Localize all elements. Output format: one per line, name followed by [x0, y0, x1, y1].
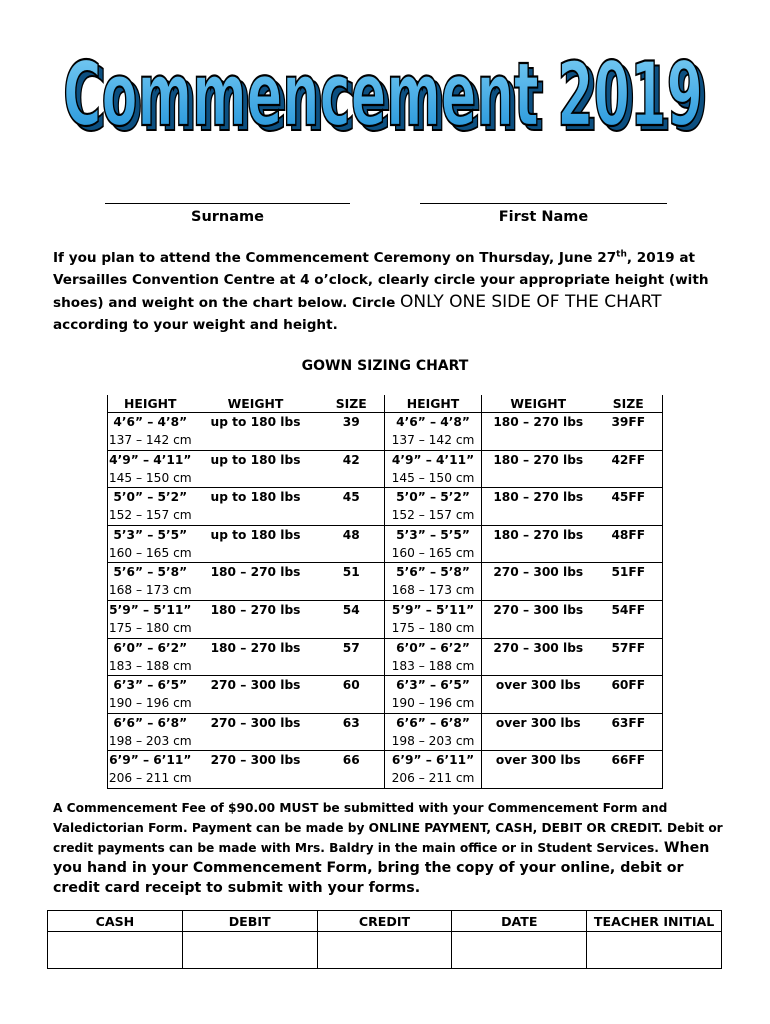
- table-row: [108, 713, 663, 751]
- instructions-part3: according to your weight and height.: [53, 317, 338, 333]
- size-cell-value: 48: [342, 527, 360, 542]
- payment-header-date: DATE: [452, 911, 587, 932]
- height-cm: 168 – 173 cm: [108, 583, 192, 598]
- size-ff-cell-value: 39FF: [611, 415, 646, 429]
- weight-ff-cell[interactable]: [482, 488, 595, 526]
- height-cm: 152 – 157 cm: [108, 508, 192, 523]
- height-cell[interactable]: [108, 413, 193, 451]
- size-cell[interactable]: [319, 638, 385, 676]
- instructions-superscript: th: [616, 249, 627, 260]
- weight-cell[interactable]: [193, 676, 319, 714]
- header-height: HEIGHT: [108, 395, 193, 413]
- weight-ff-cell[interactable]: [482, 450, 595, 488]
- height-ff-cell[interactable]: [385, 713, 482, 751]
- height-cm: 145 – 150 cm: [391, 470, 475, 485]
- height-feet: 5’0” – 5’2”: [396, 490, 470, 505]
- size-cell-value: 57: [342, 640, 360, 655]
- height-cm: 198 – 203 cm: [108, 733, 192, 748]
- weight-cell[interactable]: [193, 450, 319, 488]
- fee-text-part1: A Commencement Fee of $90.00 MUST be submitted with your Commencement Form and Valedictorian Form. Payment can be made by ONLINE PAYMENT, CASH, DEBIT OR CREDIT. Debit or credit payments can be made with Mrs. Baldry in the main office or in Student Services.: [53, 801, 723, 855]
- table-row: [108, 563, 663, 601]
- height-cm: 160 – 165 cm: [108, 545, 192, 560]
- size-cell-value: 54: [342, 602, 360, 617]
- height-feet: 5’3” – 5’5”: [113, 527, 188, 542]
- weight-ff-cell-value: 180 – 270 lbs: [493, 490, 584, 505]
- table-row: [108, 413, 663, 451]
- payment-header-debit: DEBIT: [182, 911, 317, 932]
- weight-ff-cell-value: 270 – 300 lbs: [493, 640, 584, 655]
- firstname-label: First Name: [498, 209, 589, 225]
- weight-ff-cell-value: over 300 lbs: [495, 678, 581, 693]
- height-feet: 6’3” – 6’5”: [113, 678, 188, 693]
- size-cell[interactable]: [319, 525, 385, 563]
- size-ff-cell[interactable]: [595, 563, 663, 601]
- height-cm: 198 – 203 cm: [391, 733, 475, 748]
- height-cell[interactable]: [108, 525, 193, 563]
- height-cell[interactable]: [108, 563, 193, 601]
- height-cm: 206 – 211 cm: [108, 771, 192, 786]
- table-row: [108, 751, 663, 789]
- page-title: [50, 30, 720, 180]
- size-ff-cell[interactable]: [595, 713, 663, 751]
- height-ff-cell[interactable]: [385, 563, 482, 601]
- size-cell[interactable]: [319, 450, 385, 488]
- height-feet: 6’6” – 6’8”: [396, 715, 470, 730]
- height-feet: 6’9” – 6’11”: [109, 753, 192, 768]
- table-row: [108, 600, 663, 638]
- size-ff-cell[interactable]: [595, 488, 663, 526]
- size-cell[interactable]: [319, 488, 385, 526]
- payment-header-cash: CASH: [48, 911, 183, 932]
- size-ff-cell[interactable]: [595, 600, 663, 638]
- height-feet: 5’0” – 5’2”: [113, 490, 188, 505]
- height-cm: 190 – 196 cm: [391, 696, 475, 711]
- credit-entry-cell[interactable]: [317, 932, 452, 969]
- weight-ff-cell-value: over 300 lbs: [495, 715, 581, 730]
- height-cm: 183 – 188 cm: [391, 658, 475, 673]
- weight-ff-cell-value: 270 – 300 lbs: [493, 565, 584, 580]
- instructions-emphasis: ONLY ONE SIDE OF THE CHART: [400, 292, 662, 312]
- table-row: [108, 638, 663, 676]
- title-graphic: [50, 30, 720, 180]
- weight-cell[interactable]: [193, 713, 319, 751]
- weight-ff-cell[interactable]: [482, 713, 595, 751]
- height-cell[interactable]: [108, 713, 193, 751]
- height-feet: 4’6” – 4’8”: [396, 415, 470, 429]
- size-ff-cell[interactable]: [595, 413, 663, 451]
- height-feet: 5’9” – 5’11”: [391, 602, 475, 617]
- height-cm: 206 – 211 cm: [391, 771, 475, 786]
- table-row: [108, 488, 663, 526]
- debit-entry-cell[interactable]: [182, 932, 317, 969]
- weight-cell[interactable]: [193, 413, 319, 451]
- weight-cell[interactable]: [193, 563, 319, 601]
- fee-text-part2: When you hand in your Commencement Form, bring the copy of your online, debit or credit card receipt to submit with your forms.: [53, 840, 710, 896]
- height-feet: 6’0” – 6’2”: [113, 640, 188, 655]
- weight-ff-cell[interactable]: [482, 525, 595, 563]
- size-ff-cell-value: 57FF: [611, 640, 646, 655]
- weight-ff-cell-value: over 300 lbs: [495, 753, 581, 768]
- size-ff-cell-value: 48FF: [611, 527, 646, 542]
- weight-cell-value: 180 – 270 lbs: [210, 565, 301, 580]
- payment-header-row: [48, 911, 722, 932]
- gown-table-body: [108, 413, 663, 789]
- instructions-part1: If you plan to attend the Commencement Ceremony on Thursday, June 27: [53, 250, 617, 266]
- height-cm: 175 – 180 cm: [108, 620, 192, 635]
- height-cell[interactable]: [108, 676, 193, 714]
- weight-cell[interactable]: [193, 525, 319, 563]
- height-feet: 4’6” – 4’8”: [113, 415, 188, 429]
- header-size-ff: SIZE: [595, 395, 663, 413]
- height-feet: 6’9” – 6’11”: [391, 753, 475, 768]
- weight-cell-value: up to 180 lbs: [210, 452, 301, 467]
- size-ff-cell-value: 51FF: [611, 565, 646, 580]
- surname-field-line[interactable]: [105, 203, 350, 204]
- weight-cell-value: up to 180 lbs: [210, 490, 301, 505]
- weight-cell-value: 270 – 300 lbs: [210, 715, 301, 730]
- table-header-row: [108, 395, 663, 413]
- teacher-initial-entry-cell[interactable]: [587, 932, 722, 969]
- weight-cell-value: up to 180 lbs: [210, 415, 301, 429]
- weight-ff-cell-value: 180 – 270 lbs: [493, 527, 584, 542]
- weight-ff-cell[interactable]: [482, 638, 595, 676]
- size-cell[interactable]: [319, 751, 385, 789]
- instructions-paragraph: [53, 247, 723, 336]
- size-ff-cell-value: 60FF: [611, 678, 646, 693]
- height-cm: 137 – 142 cm: [108, 433, 192, 447]
- size-ff-cell[interactable]: [595, 751, 663, 789]
- height-ff-cell[interactable]: [385, 525, 482, 563]
- height-cell[interactable]: [108, 488, 193, 526]
- weight-ff-cell[interactable]: [482, 600, 595, 638]
- height-cm: 168 – 173 cm: [391, 583, 475, 598]
- payment-header-teacher-initial: TEACHER INITIAL: [587, 911, 722, 932]
- weight-ff-cell-value: 270 – 300 lbs: [493, 602, 584, 617]
- size-cell[interactable]: [319, 413, 385, 451]
- size-ff-cell-value: 45FF: [611, 490, 646, 505]
- size-ff-cell[interactable]: [595, 450, 663, 488]
- header-size: SIZE: [319, 395, 385, 413]
- gown-sizing-table: [107, 395, 663, 789]
- header-weight-ff: WEIGHT: [510, 396, 567, 411]
- weight-ff-cell[interactable]: [482, 676, 595, 714]
- firstname-field-line[interactable]: [420, 203, 667, 204]
- weight-cell-value: up to 180 lbs: [210, 527, 301, 542]
- table-row: [108, 525, 663, 563]
- size-ff-cell-value: 42FF: [611, 452, 646, 467]
- size-ff-cell[interactable]: [595, 525, 663, 563]
- payment-entry-row: [48, 932, 722, 969]
- height-feet: 6’0” – 6’2”: [396, 640, 470, 655]
- height-feet: 5’3” – 5’5”: [396, 527, 470, 542]
- height-feet: 6’3” – 6’5”: [396, 678, 470, 693]
- weight-ff-cell-value: 180 – 270 lbs: [493, 415, 584, 429]
- header-weight: WEIGHT: [227, 396, 284, 411]
- height-feet: 4’9” – 4’11”: [109, 452, 192, 467]
- height-ff-cell[interactable]: [385, 751, 482, 789]
- size-cell[interactable]: [319, 676, 385, 714]
- height-ff-cell[interactable]: [385, 600, 482, 638]
- size-cell-value: 45: [342, 490, 360, 505]
- height-ff-cell[interactable]: [385, 676, 482, 714]
- weight-cell-value: 270 – 300 lbs: [210, 678, 301, 693]
- size-cell[interactable]: [319, 600, 385, 638]
- height-cm: 190 – 196 cm: [108, 696, 192, 711]
- size-ff-cell-value: 66FF: [611, 753, 646, 768]
- weight-cell[interactable]: [193, 600, 319, 638]
- size-ff-cell[interactable]: [595, 638, 663, 676]
- size-cell-value: 42: [342, 452, 360, 467]
- weight-ff-cell[interactable]: [482, 413, 595, 451]
- height-feet: 5’9” – 5’11”: [109, 602, 192, 617]
- payment-header-credit: CREDIT: [317, 911, 452, 932]
- height-feet: 5’6” – 5’8”: [396, 565, 470, 580]
- height-feet: 4’9” – 4’11”: [391, 452, 475, 467]
- height-ff-cell[interactable]: [385, 488, 482, 526]
- weight-cell[interactable]: [193, 638, 319, 676]
- cash-entry-cell[interactable]: [48, 932, 183, 969]
- table-row: [108, 450, 663, 488]
- size-cell-value: 60: [342, 678, 360, 693]
- height-ff-cell[interactable]: [385, 413, 482, 451]
- payment-table: [47, 910, 722, 969]
- weight-ff-cell[interactable]: [482, 563, 595, 601]
- size-cell-value: 39: [342, 415, 360, 429]
- height-cell[interactable]: [108, 751, 193, 789]
- date-entry-cell[interactable]: [452, 932, 587, 969]
- weight-cell[interactable]: [193, 488, 319, 526]
- height-cm: 145 – 150 cm: [108, 470, 192, 485]
- height-feet: 5’6” – 5’8”: [113, 565, 188, 580]
- fee-paragraph: [53, 798, 723, 898]
- size-ff-cell[interactable]: [595, 676, 663, 714]
- weight-cell[interactable]: [193, 751, 319, 789]
- title-shadow: Commencement 2019: [68, 48, 708, 151]
- height-ff-cell[interactable]: [385, 450, 482, 488]
- size-cell[interactable]: [319, 713, 385, 751]
- height-cm: 137 – 142 cm: [391, 433, 475, 447]
- size-cell-value: 51: [342, 565, 360, 580]
- height-cm: 152 – 157 cm: [391, 508, 475, 523]
- weight-cell-value: 180 – 270 lbs: [210, 602, 301, 617]
- height-cm: 183 – 188 cm: [108, 658, 192, 673]
- size-ff-cell-value: 54FF: [611, 602, 646, 617]
- chart-heading: GOWN SIZING CHART: [301, 358, 469, 374]
- size-cell-value: 66: [342, 753, 360, 768]
- title-text: Commencement 2019: [63, 43, 703, 146]
- table-row: [108, 676, 663, 714]
- height-ff-cell[interactable]: [385, 638, 482, 676]
- weight-cell-value: 270 – 300 lbs: [210, 753, 301, 768]
- height-feet: 6’6” – 6’8”: [113, 715, 188, 730]
- size-cell[interactable]: [319, 563, 385, 601]
- size-cell-value: 63: [342, 715, 360, 730]
- instructions-part2: , 2019 at Versailles Convention Centre at 4 o’clock, clearly circle your appropriate height (with shoes) and weight on the chart below. Circle: [53, 250, 709, 311]
- surname-label: Surname: [191, 209, 264, 225]
- height-cell[interactable]: [108, 638, 193, 676]
- height-cell[interactable]: [108, 450, 193, 488]
- header-height-ff: HEIGHT: [385, 395, 482, 413]
- weight-ff-cell[interactable]: [482, 751, 595, 789]
- size-ff-cell-value: 63FF: [611, 715, 646, 730]
- height-cm: 160 – 165 cm: [391, 545, 475, 560]
- height-cell[interactable]: [108, 600, 193, 638]
- height-cm: 175 – 180 cm: [391, 620, 475, 635]
- weight-ff-cell-value: 180 – 270 lbs: [493, 452, 584, 467]
- weight-cell-value: 180 – 270 lbs: [210, 640, 301, 655]
